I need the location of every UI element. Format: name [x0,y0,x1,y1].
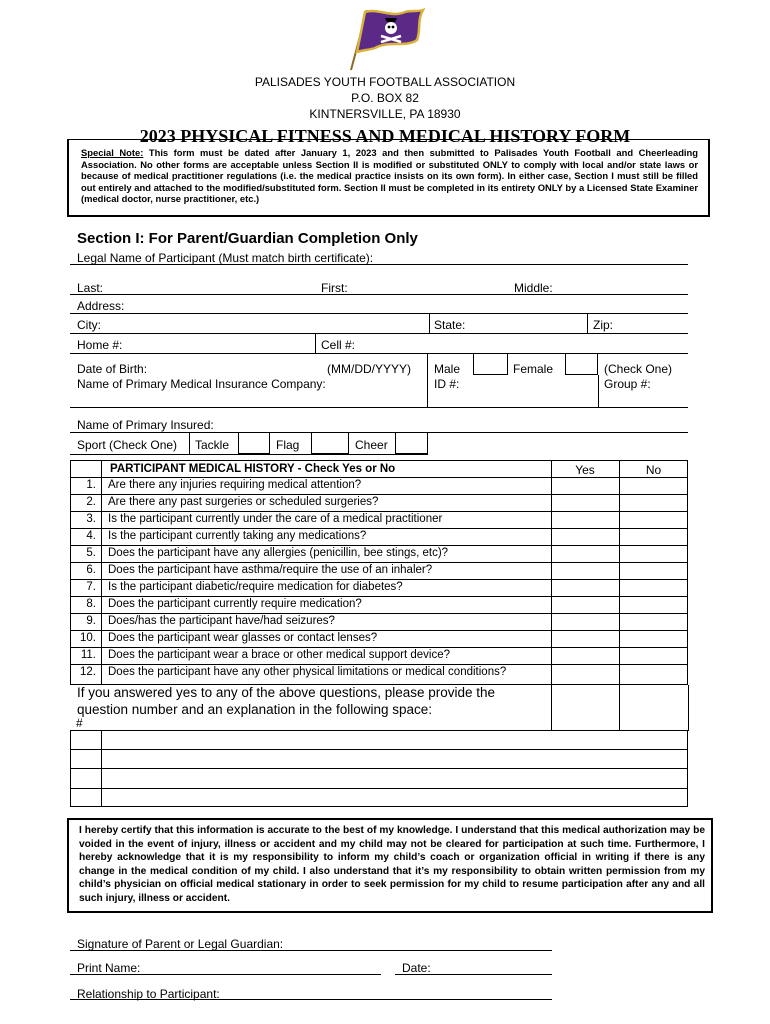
dob-format: (MM/DD/YYYY) [327,362,411,376]
relationship-label: Relationship to Participant: [77,987,220,1001]
table-row [70,494,688,512]
address-field-line[interactable] [70,313,688,314]
no-checkbox[interactable] [619,648,688,665]
check-one-label: (Check One) [604,362,673,376]
question-number: 11. [80,649,96,661]
tackle-checkbox[interactable] [238,432,270,454]
yes-checkbox[interactable] [551,648,619,665]
no-checkbox[interactable] [619,580,688,597]
explain-line-2: question number and an explanation in the following space: [77,702,432,717]
print-name-line[interactable] [70,974,381,975]
table-row [70,511,688,529]
group-label: Group #: [604,377,651,391]
name-field-line[interactable] [70,294,688,295]
no-checkbox[interactable] [619,614,688,631]
question-number: 9. [86,615,96,627]
divider [70,454,428,455]
yes-checkbox[interactable] [551,546,619,563]
question-number: 12. [80,666,96,678]
state-label: State: [434,318,466,332]
yes-checkbox[interactable] [551,631,619,648]
city-field-line[interactable] [70,333,688,334]
yes-checkbox[interactable] [551,512,619,529]
yes-header: Yes [575,463,595,477]
parent-signature-line[interactable] [70,950,552,951]
question-number: 4. [86,530,96,542]
table-row [70,579,688,597]
cheer-checkbox[interactable] [395,432,428,454]
explanation-row[interactable] [70,768,688,769]
explanation-row[interactable] [70,749,688,750]
no-checkbox[interactable] [619,495,688,512]
female-checkbox[interactable] [565,353,598,375]
question-text: Is the participant currently under the care of a medical practitioner [108,513,443,525]
question-number: 7. [86,581,96,593]
no-checkbox[interactable] [619,631,688,648]
yes-checkbox[interactable] [551,478,619,495]
form-title: 2023 PHYSICAL FITNESS AND MEDICAL HISTORY FORM [139,126,631,146]
home-phone-label: Home #: [77,338,123,352]
table-row [70,613,688,631]
explain-line-1: If you answered yes to any of the above questions, please provide the [77,685,496,700]
table-row [70,664,688,682]
no-checkbox[interactable] [619,665,688,682]
yes-checkbox[interactable] [551,563,619,580]
print-name-label: Print Name: [77,961,141,975]
dob-label: Date of Birth: [77,362,148,376]
relationship-line[interactable] [70,999,552,1000]
divider [598,375,599,407]
no-checkbox[interactable] [619,478,688,495]
date-label: Date: [402,961,431,975]
table-row [70,647,688,665]
special-note-label: Special Note: [81,147,144,158]
flag-label: Flag [276,438,300,452]
first-label: First: [321,281,348,295]
hash-label: # [76,716,83,730]
zip-label: Zip: [593,318,614,332]
question-text: Is the participant currently taking any medications? [108,530,367,542]
question-text: Are there any past surgeries or scheduled surgeries? [108,496,379,508]
id-label: ID #: [434,377,460,391]
certification-text: I hereby certify that this information is accurate to the best of my knowledge. I understand that this medical authorization may be voided in the event of injury, illness or accident and my child may not be cleared for participation at such time. Furthermore, I hereby acknowledge that it is my responsibility to inform my child’s coach or organization official in writing if there is any change in the medical condition of my child. I also understand that it’s my responsibility to obtain written permission from my child’s physician on official medical stationary in order to seek permission for my child to resume participation after any and all such injury, illness or accident. [67,818,713,913]
city-state: KINTNERSVILLE, PA 18930 [309,107,461,121]
question-text: Does the participant have any other physical limitations or medical conditions? [108,666,507,678]
po-box: P.O. BOX 82 [351,91,419,105]
cheer-label: Cheer [355,438,388,452]
female-label: Female [513,362,554,376]
city-label: City: [77,318,101,332]
question-text: Is the participant diabetic/require medication for diabetes? [108,581,403,593]
question-text: Does the participant have asthma/require the use of an inhaler? [108,564,433,576]
question-number: 5. [86,547,96,559]
yes-checkbox[interactable] [551,495,619,512]
yes-checkbox[interactable] [551,580,619,597]
table-row [70,477,688,495]
address-label: Address: [77,299,125,313]
question-number: 10. [80,632,96,644]
question-number: 3. [86,513,96,525]
table-row [70,528,688,546]
yes-checkbox[interactable] [551,614,619,631]
yes-checkbox[interactable] [551,529,619,546]
male-checkbox[interactable] [473,353,508,375]
table-row [70,630,688,648]
tackle-label: Tackle [195,438,230,452]
divider [587,313,588,333]
male-label: Male [434,362,461,376]
explain-instructions [77,684,495,718]
sport-label: Sport (Check One) [77,438,178,452]
special-note-text: This form must be dated after January 1, 2023 and then submitted to Palisades Youth Football and Cheerleading Association. No other forms are acceptable unless Section II is modified or substituted ONLY to comply with local and/or state laws or because of medical practitioner regulations (i.e. the medical practice insists on its own form). In either case, Section I must still be filled out entirely and attached to the modified/substituted form. Section II must be completed in its entirety ONLY by a Licensed State Examiner (medical doctor, nurse practitioner, etc.) [81,147,698,205]
yes-checkbox[interactable] [551,597,619,614]
no-checkbox[interactable] [619,529,688,546]
last-label: Last: [77,281,104,295]
explanation-row[interactable] [70,788,688,789]
flag-checkbox[interactable] [311,432,349,454]
primary-insured-field-line[interactable] [70,432,688,433]
divider [429,313,430,333]
question-number: 6. [86,564,96,576]
divider [189,432,190,454]
no-header: No [645,463,662,477]
no-checkbox[interactable] [619,546,688,563]
table-row [70,596,688,614]
special-note-box [67,139,710,217]
question-text: Does the participant wear a brace or other medical support device? [108,649,450,661]
question-text: Does the participant currently require medication? [108,598,362,610]
section1-title: Section I: For Parent/Guardian Completion Only [77,230,418,247]
divider [315,333,316,353]
medical-history-heading: PARTICIPANT MEDICAL HISTORY - Check Yes or No [110,463,396,475]
no-checkbox[interactable] [619,597,688,614]
question-text: Does/has the participant have/had seizures? [108,615,335,627]
pirate-flag-logo [345,6,425,72]
table-row [70,545,688,563]
question-number: 2. [86,496,96,508]
org-name: PALISADES YOUTH FOOTBALL ASSOCIATION [254,75,516,89]
divider [427,353,428,407]
no-checkbox[interactable] [619,563,688,580]
table-row [70,562,688,580]
parent-signature-label: Signature of Parent or Legal Guardian: [77,937,284,951]
yes-checkbox[interactable] [551,665,619,682]
primary-insured-label: Name of Primary Insured: [77,418,214,432]
legal-name-label: Legal Name of Participant (Must match birth certificate): [77,251,374,265]
insurance-company-label: Name of Primary Medical Insurance Company: [77,377,326,391]
no-checkbox[interactable] [619,512,688,529]
divider [688,685,689,730]
question-text: Does the participant wear glasses or contact lenses? [108,632,378,644]
question-text: Does the participant have any allergies (penicillin, bee stings, etc)? [108,547,449,559]
question-number: 1. [86,479,96,491]
middle-label: Middle: [514,281,553,295]
question-text: Are there any injuries requiring medical attention? [108,479,362,491]
divider [70,264,688,265]
insurance-field-line[interactable] [70,407,688,408]
cell-phone-label: Cell #: [321,338,356,352]
date-line[interactable] [395,974,552,975]
question-number: 8. [86,598,96,610]
